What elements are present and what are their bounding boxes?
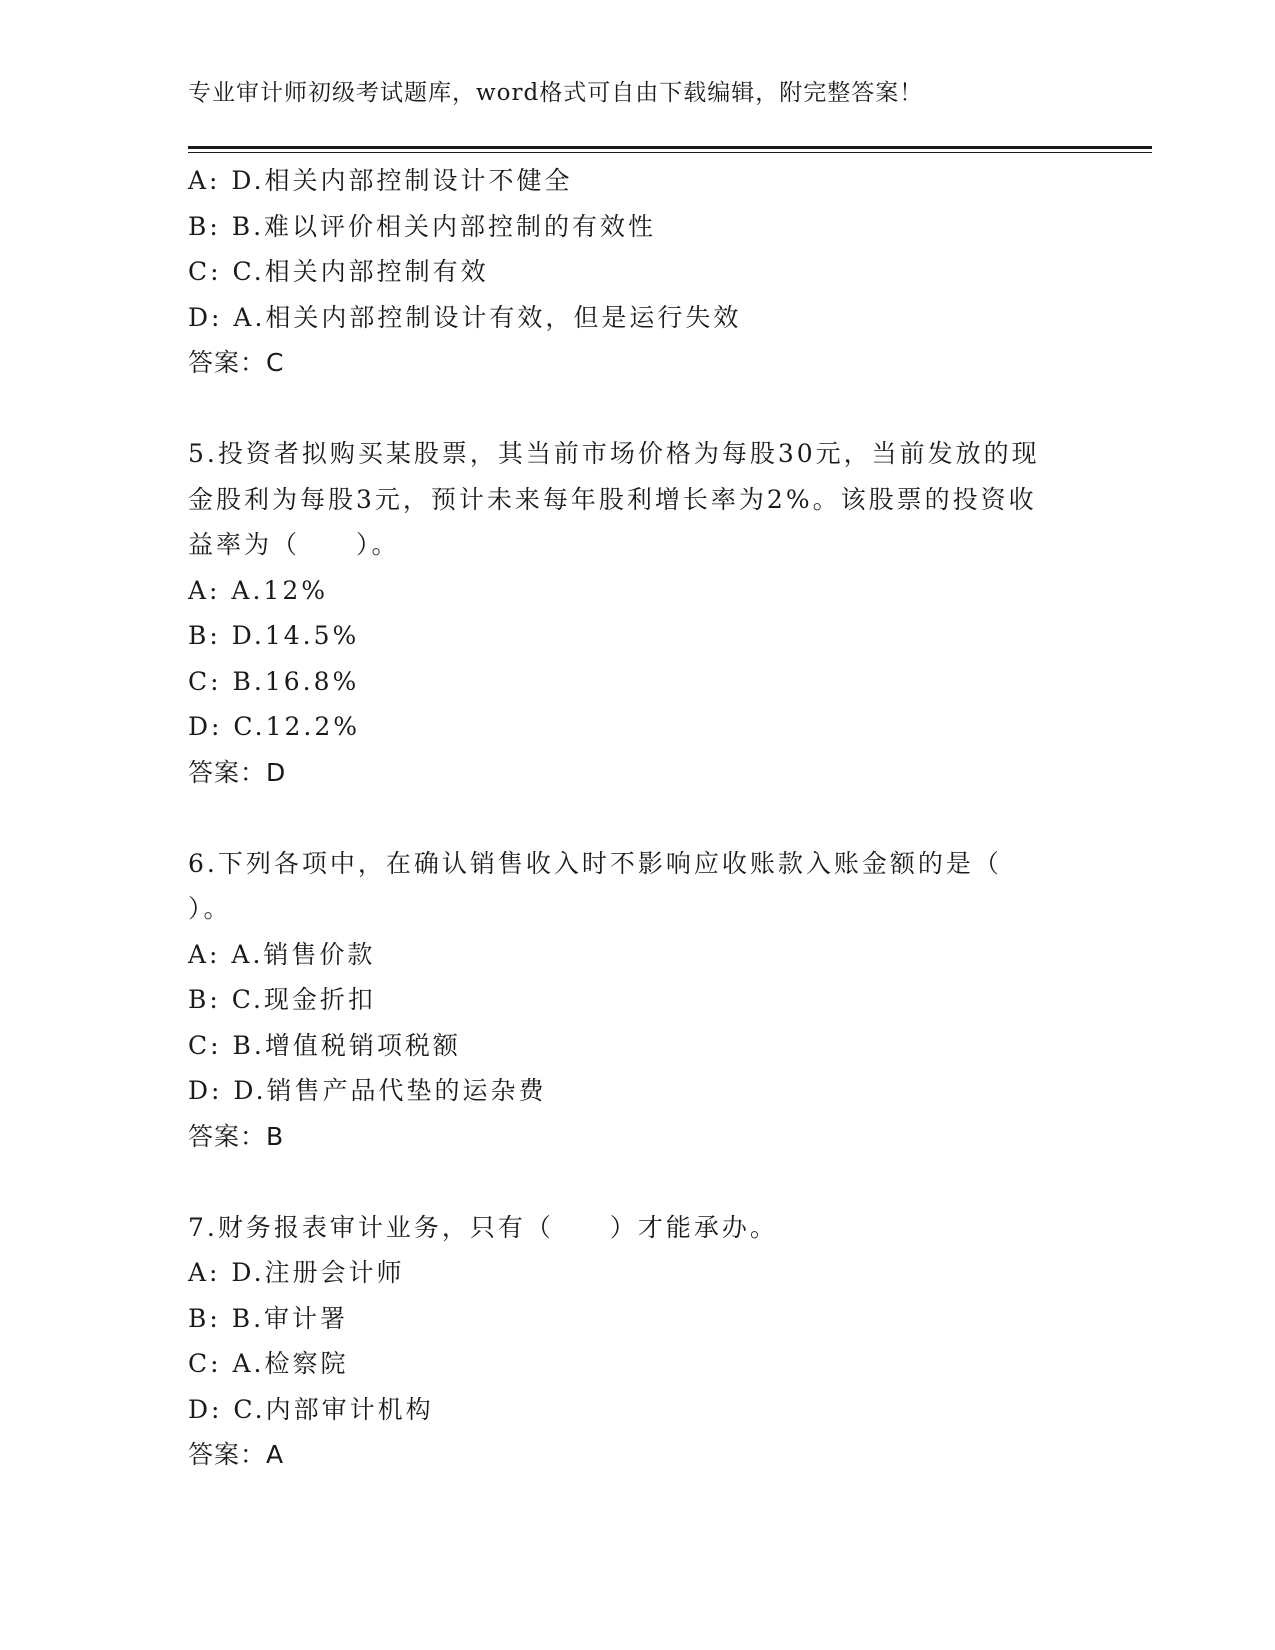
option-b: B: B.审计署 <box>188 1303 349 1333</box>
option-c: C: C.相关内部控制有效 <box>188 257 489 286</box>
question-list <box>188 158 1088 1478</box>
answer: 答案：B <box>188 1121 285 1151</box>
option-d: D: A.相关内部控制设计有效，但是运行失效 <box>188 302 742 332</box>
question-text-line: 金股利为每股3元，预计未来每年股利增长率为2%。该股票的投资收 <box>188 484 1037 514</box>
page-header: 专业审计师初级考试题库，word格式可自由下载编辑，附完整答案！ <box>188 80 924 106</box>
question-text-line: 7.财务报表审计业务，只有（ ）才能承办。 <box>188 1212 778 1242</box>
header-rule-thick <box>188 146 1152 149</box>
question-6 <box>188 841 1088 1160</box>
option-c: C: A.检察院 <box>188 1349 349 1378</box>
option-b: B: D.14.5% <box>188 621 360 650</box>
option-a: A: D.注册会计师 <box>188 1258 405 1287</box>
option-b: B: C.现金折扣 <box>188 985 376 1014</box>
answer: 答案：D <box>188 757 287 787</box>
option-a: A: A.12% <box>188 575 328 605</box>
answer: 答案：A <box>188 1440 285 1469</box>
question-text-line: 6.下列各项中，在确认销售收入时不影响应收账款入账金额的是（ <box>188 848 1002 878</box>
question-text-line: ）。 <box>188 894 232 923</box>
header-rule-thin <box>188 152 1152 153</box>
option-d: D: C.12.2% <box>188 712 361 741</box>
question-text-line: 5.投资者拟购买某股票，其当前市场价格为每股30元，当前发放的现 <box>188 439 1040 468</box>
question-4 <box>188 158 1088 386</box>
option-b: B: B.难以评价相关内部控制的有效性 <box>188 211 657 241</box>
option-c: C: B.16.8% <box>188 666 360 696</box>
option-c: C: B.增值税销项税额 <box>188 1030 461 1060</box>
option-a: A: D.相关内部控制设计不健全 <box>188 166 573 195</box>
option-d: D: D.销售产品代垫的运杂费 <box>188 1076 547 1105</box>
option-a: A: A.销售价款 <box>188 939 376 969</box>
option-d: D: C.内部审计机构 <box>188 1394 434 1424</box>
question-text-line: 益率为（ ）。 <box>188 530 400 559</box>
question-5 <box>188 431 1088 795</box>
answer: 答案：C <box>188 348 285 377</box>
question-7 <box>188 1205 1088 1478</box>
